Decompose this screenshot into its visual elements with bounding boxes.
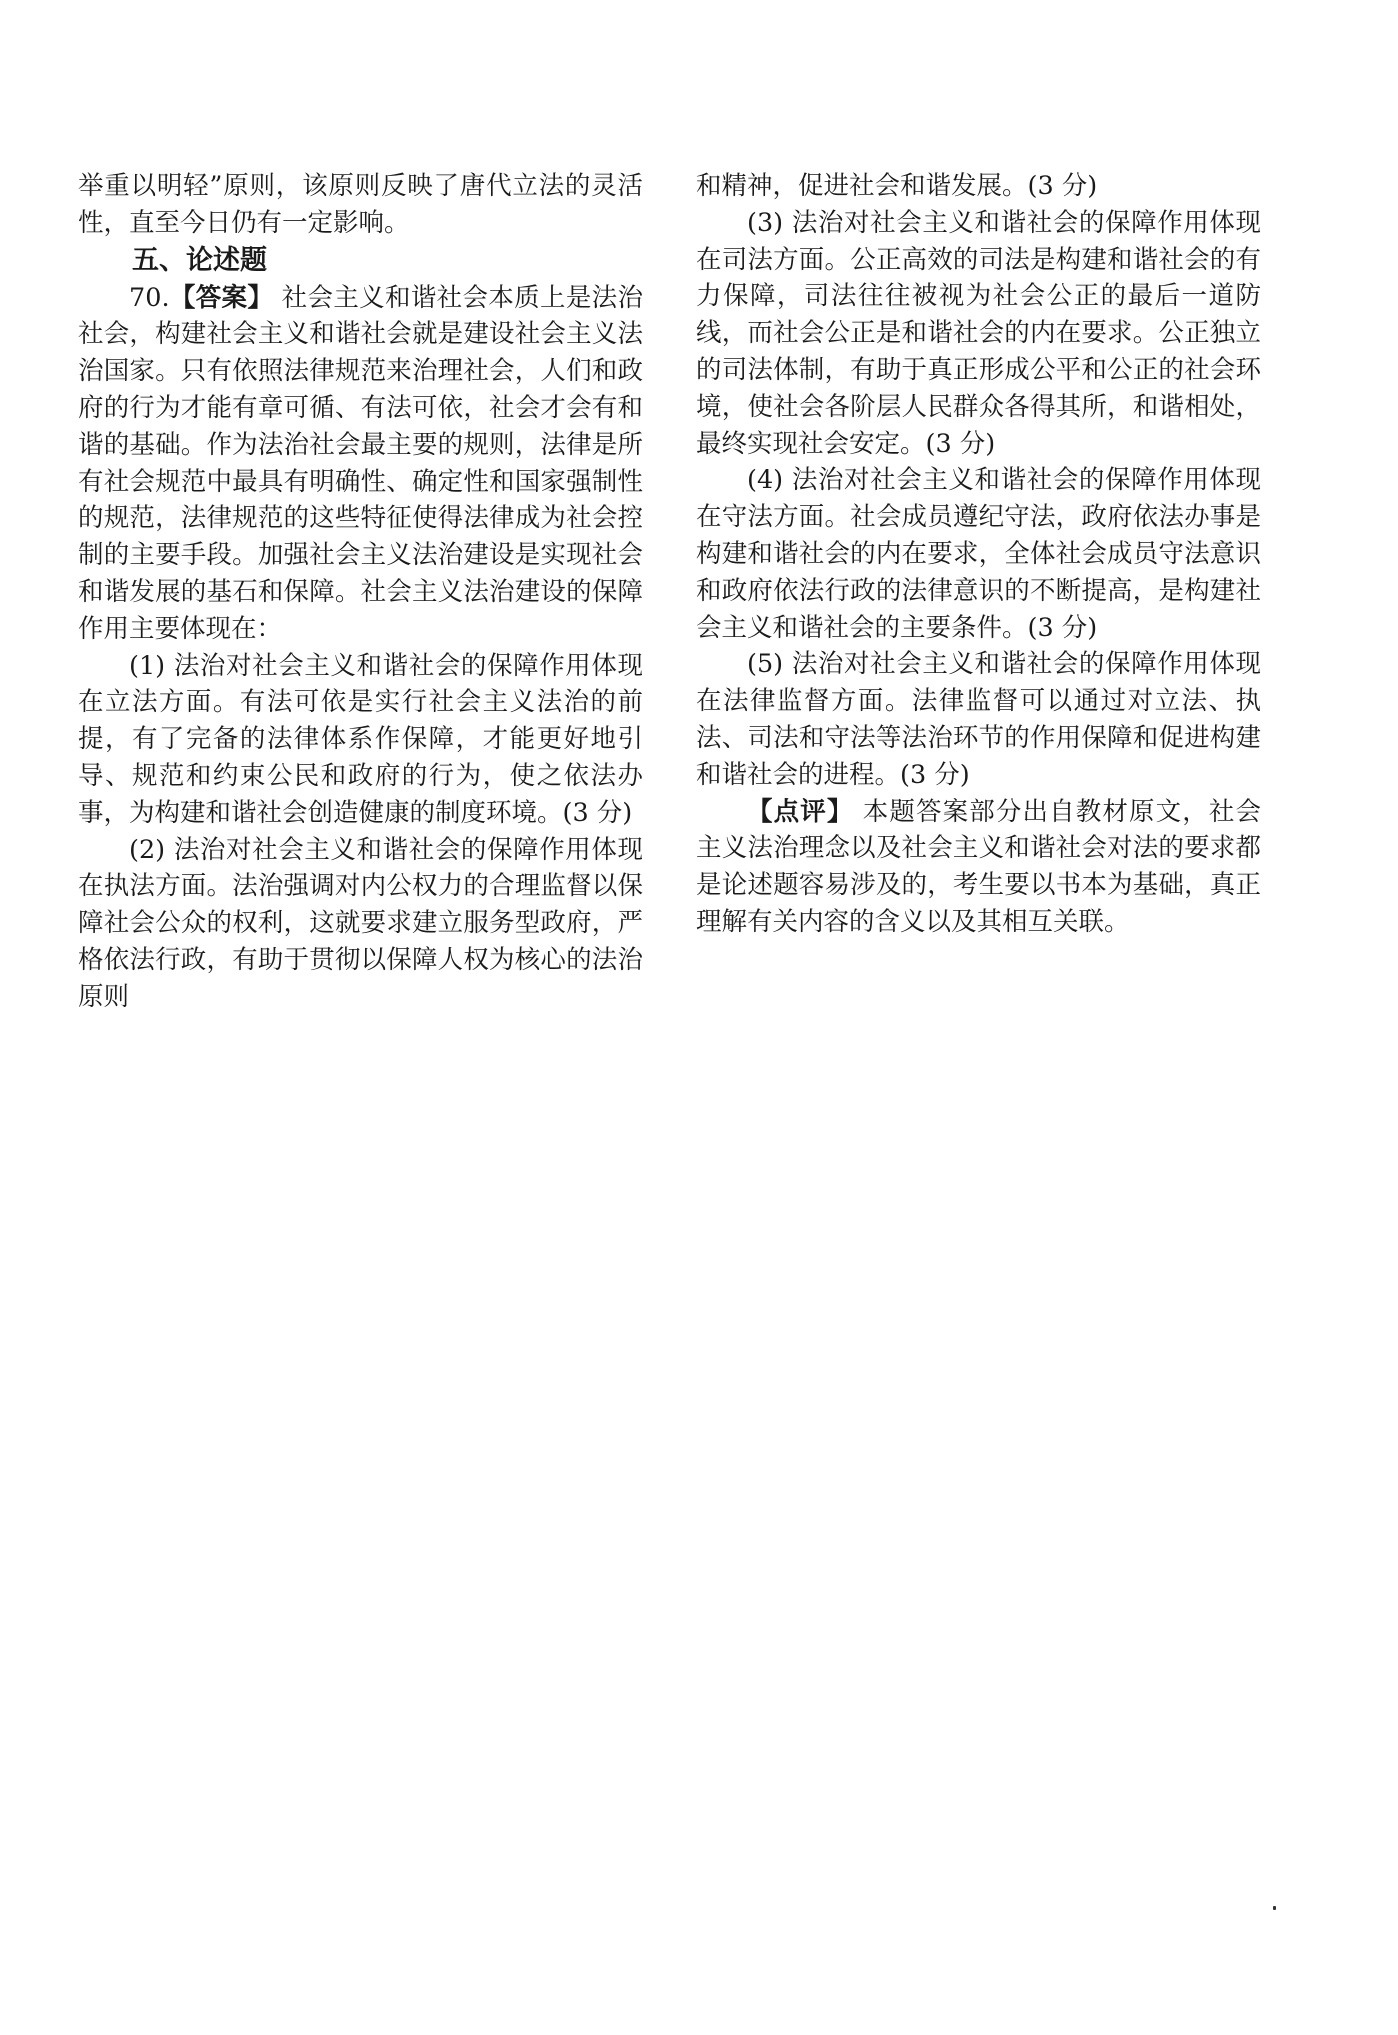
point-5: (5) 法治对社会主义和谐社会的保障作用体现在法律监督方面。法律监督可以通过对立法、执法、司法和守法等法治环节的作用保障和促进构建和谐社会的进程。(3 分) (696, 649, 1261, 790)
answer-intro: 社会主义和谐社会本质上是法治社会，构建社会主义和谐社会就是建设社会主义法治国家。只有依照法律规范来治理社会，人们和政府的行为才能有章可循、有法可依，社会才会有和谐的基础。作为法治社会最主要的规则，法律是所有社会规范中最具有明确性、确定性和国家强制性的规范，法律规范的这些特征使得法律成为社会控制的主要手段。加强社会主义法治建设是实现社会和谐发展的基石和保障。社会主义法治建设的保障作用主要体现在： (78, 282, 643, 644)
scan-speck (1273, 1906, 1276, 1910)
comment-paragraph (696, 794, 1261, 941)
point-1: (1) 法治对社会主义和谐社会的保障作用体现在立法方面。有法可依是实行社会主义法治的前提，有了完备的法律体系作保障，才能更好地引导、规范和约束公民和政府的行为，使之依法办事，为构建和谐社会创造健康的制度环境。(3 分) (78, 650, 643, 828)
answer-number: 70. (129, 282, 170, 313)
comment-label: 【点评】 (747, 796, 854, 827)
point-3: (3) 法治对社会主义和谐社会的保障作用体现在司法方面。公正高效的司法是构建和谐社会的有力保障，司法往往被视为社会公正的最后一道防线，而社会公正是和谐社会的内在要求。公正独立的司法体制，有助于真正形成公平和公正的社会环境，使社会各阶层人民群众各得其所，和谐相处，最终实现社会安定。(3 分) (696, 207, 1261, 459)
left-column (78, 168, 643, 1016)
continued-paragraph: 举重以明轻”原则，该原则反映了唐代立法的灵活性，直至今日仍有一定影响。 (78, 171, 643, 238)
comment-text: 本题答案部分出自教材原文，社会主义法治理念以及社会主义和谐社会对法的要求都是论述题容易涉及的，考生要以书本为基础，真正理解有关内容的含义以及其相互关联。 (696, 796, 1261, 937)
point-2-continued: 和精神，促进社会和谐发展。(3 分) (696, 171, 1098, 201)
point-2: (2) 法治对社会主义和谐社会的保障作用体现在执法方面。法治强调对内公权力的合理监督以保障社会公众的权利，这就要求建立服务型政府，严格依法行政，有助于贯彻以保障人权为核心的法治原则 (78, 834, 643, 1012)
answer-paragraph (78, 280, 643, 648)
answer-label: 【答案】 (169, 282, 274, 313)
section-title: 五、论述题 (132, 244, 267, 276)
point-4: (4) 法治对社会主义和谐社会的保障作用体现在守法方面。社会成员遵纪守法，政府依法办事是构建和谐社会的内在要求，全体社会成员守法意识和政府依法行政的法律意识的不断提高，是构建社会主义和谐社会的主要条件。(3 分) (696, 465, 1261, 643)
right-column (696, 168, 1261, 941)
